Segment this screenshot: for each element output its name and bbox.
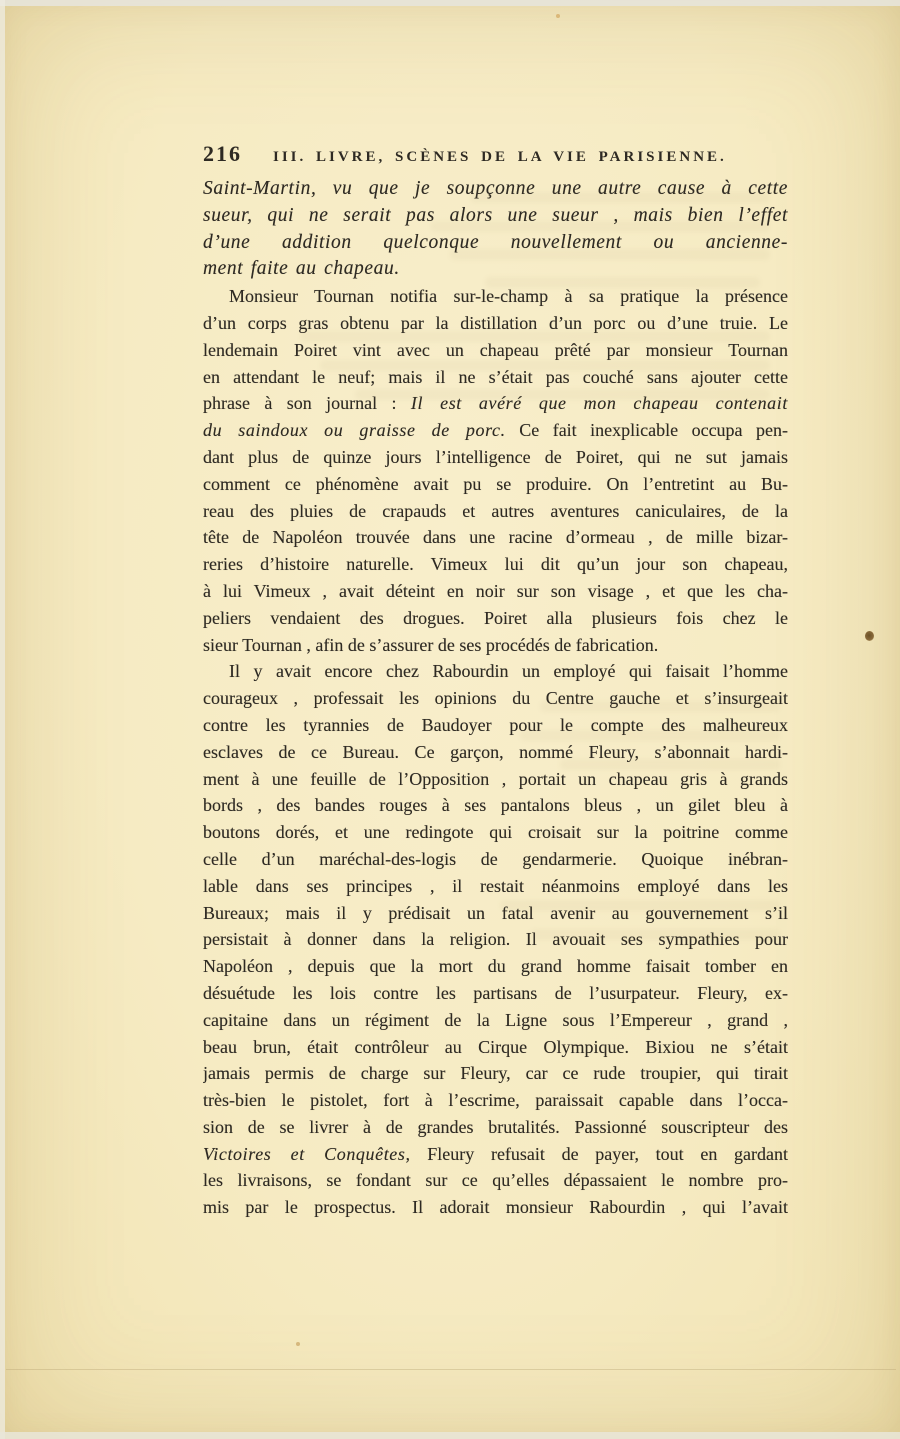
text-line bbox=[203, 819, 788, 846]
text-segment: Fleury refusait de payer, tout en gardant bbox=[410, 1143, 788, 1164]
text-segment: reau des pluies de crapauds et autres aventures caniculaires, de la bbox=[203, 500, 788, 521]
scan-edge-top bbox=[0, 0, 900, 6]
ink-speck bbox=[865, 631, 874, 641]
text-line bbox=[203, 310, 788, 337]
text-segment: contre les tyrannies de Baudoyer pour le compte des malheureux bbox=[203, 714, 788, 735]
text-line bbox=[203, 1060, 788, 1087]
text-line bbox=[203, 1034, 788, 1061]
text-segment: celle d’un maréchal-des-logis de gendarmerie. Quoique inébran- bbox=[203, 848, 788, 869]
text-block bbox=[203, 176, 788, 1221]
text-line bbox=[203, 230, 788, 257]
text-segment: lable dans ses principes , il restait néanmoins employé dans les bbox=[203, 875, 788, 896]
text-line bbox=[203, 578, 788, 605]
text-line bbox=[203, 1141, 788, 1168]
text-segment: ment à une feuille de l’Opposition , portait un chapeau gris à grands bbox=[203, 768, 788, 789]
text-segment: dant plus de quinze jours l’intelligence de Poiret, qui ne sut jamais bbox=[203, 446, 788, 467]
text-line bbox=[203, 792, 788, 819]
text-segment: beau brun, était contrôleur au Cirque Olympique. Bixiou ne s’était bbox=[203, 1036, 788, 1057]
text-segment: mis par le prospectus. Il adorait monsieur Rabourdin , qui l’avait bbox=[203, 1197, 788, 1218]
text-segment: capitaine dans un régiment de la Ligne sous l’Empereur , grand , bbox=[203, 1009, 788, 1030]
text-segment: Il y avait encore chez Rabourdin un employé qui faisait l’homme bbox=[229, 661, 788, 682]
text-segment: persistait à donner dans la religion. Il avouait ses sympathies pour bbox=[203, 929, 788, 950]
text-line bbox=[203, 203, 788, 230]
page-number: 216 bbox=[203, 141, 242, 166]
text-line bbox=[203, 1007, 788, 1034]
text-line bbox=[203, 953, 788, 980]
text-segment: Ce fait inexplicable occupa pen- bbox=[505, 420, 788, 441]
italic-text-segment: Il est avéré que mon chapeau contenait bbox=[410, 393, 788, 414]
text-segment: boutons dorés, et une redingote qui croisait sur la poitrine comme bbox=[203, 822, 788, 843]
text-line bbox=[203, 364, 788, 391]
running-head bbox=[203, 141, 788, 167]
text-line bbox=[203, 632, 788, 659]
text-segment: bords , des bandes rouges à ses pantalons bleus , un gilet bleu à bbox=[203, 795, 788, 816]
italic-text-segment: du saindoux ou graisse de porc. bbox=[203, 420, 506, 441]
text-line bbox=[203, 1194, 788, 1221]
text-segment: Napoléon , depuis que la mort du grand homme faisait tomber en bbox=[203, 956, 788, 977]
text-segment: comment ce phénomène avait pu se produire. On l’entretint au Bu- bbox=[203, 473, 788, 494]
text-line bbox=[203, 766, 788, 793]
text-line bbox=[203, 846, 788, 873]
text-segment: désuétude les lois contre les partisans de l’usurpateur. Fleury, ex- bbox=[203, 982, 788, 1003]
italic-text-segment: Victoires et Conquêtes, bbox=[203, 1143, 411, 1164]
text-segment: esclaves de ce Bureau. Ce garçon, nommé Fleury, s’abonnait hardi- bbox=[203, 741, 788, 762]
scan-edge-bottom bbox=[0, 1432, 900, 1439]
text-segment: lendemain Poiret vint avec un chapeau prêté par monsieur Tournan bbox=[203, 339, 788, 360]
text-segment: sieur Tournan , afin de s’assurer de ses procédés de fabrication. bbox=[203, 634, 659, 655]
text-line bbox=[203, 444, 788, 471]
italic-text-segment: ment faite au chapeau. bbox=[203, 258, 400, 280]
text-line bbox=[203, 1167, 788, 1194]
text-line bbox=[203, 551, 788, 578]
text-segment: d’un corps gras obtenu par la distillation d’un porc ou d’une truie. Le bbox=[203, 312, 788, 333]
text-line bbox=[203, 471, 788, 498]
italic-text-segment: Saint-Martin, vu que je soupçonne une autre cause à cette bbox=[203, 178, 788, 199]
text-segment: phrase à son journal : bbox=[203, 393, 411, 414]
text-line bbox=[203, 739, 788, 766]
text-segment: tête de Napoléon trouvée dans une racine d’ormeau , de mille bizar- bbox=[203, 527, 788, 548]
text-segment: les livraisons, se fondant sur ce qu’elles dépassaient le nombre pro- bbox=[203, 1170, 788, 1191]
text-line bbox=[203, 337, 788, 364]
text-segment: Monsieur Tournan notifia sur-le-champ à sa pratique la présence bbox=[229, 286, 788, 307]
text-segment: Bureaux; mais il y prédisait un fatal avenir au gouvernement s’il bbox=[203, 902, 788, 923]
text-segment: peliers vendaient des drogues. Poiret alla plusieurs fois chez le bbox=[203, 607, 788, 628]
text-line bbox=[203, 417, 788, 444]
text-line bbox=[203, 390, 788, 417]
text-line bbox=[203, 283, 788, 310]
text-line bbox=[203, 900, 788, 927]
running-title: III. LIVRE, SCÈNES DE LA VIE PARISIENNE. bbox=[273, 149, 727, 165]
text-segment: très-bien le pistolet, fort à l’escrime, paraissait capable dans l’occa- bbox=[203, 1090, 788, 1111]
paper-crease bbox=[6, 1369, 896, 1370]
text-line bbox=[203, 605, 788, 632]
text-line bbox=[203, 926, 788, 953]
text-segment: reries d’histoire naturelle. Vimeux lui dit qu’un jour son chapeau, bbox=[203, 554, 788, 575]
text-segment: sion de se livrer à de grandes brutalités. Passionné souscripteur des bbox=[203, 1116, 788, 1137]
text-line bbox=[203, 873, 788, 900]
text-line bbox=[203, 256, 788, 283]
italic-text-segment: d’une addition quelconque nouvellement ou ancienne- bbox=[203, 231, 788, 253]
text-line bbox=[203, 685, 788, 712]
text-line bbox=[203, 1087, 788, 1114]
paper-fleck bbox=[556, 14, 560, 18]
scan-edge-left bbox=[0, 0, 5, 1439]
text-line bbox=[203, 498, 788, 525]
text-line bbox=[203, 524, 788, 551]
text-segment: courageux , professait les opinions du Centre gauche et s’insurgeait bbox=[203, 688, 788, 709]
text-line bbox=[203, 176, 788, 203]
text-line bbox=[203, 1114, 788, 1141]
text-segment: en attendant le neuf; mais il ne s’était pas couché sans ajouter cette bbox=[203, 366, 788, 387]
text-segment: jamais permis de charge sur Fleury, car ce rude troupier, qui tirait bbox=[203, 1063, 788, 1084]
italic-text-segment: sueur, qui ne serait pas alors une sueur , mais bien l’effet bbox=[203, 204, 788, 226]
text-line bbox=[203, 658, 788, 685]
paper-fleck bbox=[296, 1342, 300, 1346]
text-segment: à lui Vimeux , avait déteint en noir sur son visage , et que les cha- bbox=[203, 580, 788, 601]
text-line bbox=[203, 980, 788, 1007]
text-line bbox=[203, 712, 788, 739]
